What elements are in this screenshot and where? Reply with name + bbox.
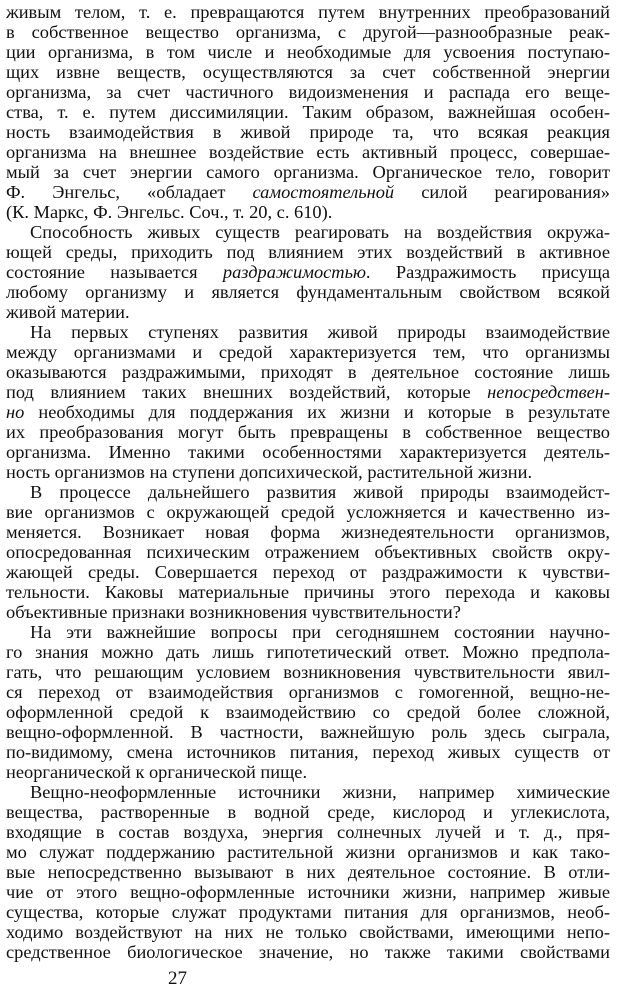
text-line: жающей среды. Совершается переход от раздражимости к чувстви- — [6, 562, 610, 582]
text-line: вещно-оформленной. В частности, важнейшую роль здесь сыграла, — [6, 722, 610, 742]
text-line: В процессе дальнейшего развития живой природы взаимодейст- — [30, 482, 610, 502]
text-line: ходимо воздействуют на них не только свойствами, имеющими непо- — [6, 922, 610, 942]
text-line: (К. Маркс, Ф. Энгельс. Соч., т. 20, с. 610). — [6, 202, 333, 222]
text-line: Ф. Энгельс, «обладает самостоятельной силой реагирования» — [6, 182, 610, 202]
text-line: гать, что решающим условием возникновения чувствительности явил- — [6, 662, 610, 682]
text-line: ся переход от взаимодействия организмов с гомогенной, вещно-не- — [6, 682, 610, 702]
text-line: неорганической к органической пище. — [6, 762, 308, 782]
text-line: вые непосредственно вызывают в них деятельное состояние. В отли- — [6, 862, 610, 882]
emphasized-word: раздражимостью — [222, 262, 366, 282]
text-line: ющей среды, приходить под влиянием этих воздействий в активное — [6, 242, 610, 262]
text-line: Способность живых существ реагировать на воздействия окружа- — [30, 222, 610, 242]
text-line: мо служат поддержанию растительной жизни организмов и как тако- — [6, 842, 610, 862]
text-line: ции организма, в том числе и необходимые для усвоения поступаю- — [6, 42, 610, 62]
text-line: организма, за счет частичного видоизменения и распада его веще- — [6, 82, 610, 102]
text-line: щих извне веществ, осуществляются за счет собственной энергии — [6, 62, 610, 82]
text-line: меняется. Возникает новая форма жизнедеятельности организмов, — [6, 522, 610, 542]
text-line: объективные признаки возникновения чувствительности? — [6, 602, 461, 622]
text-line: чие от этого вещно-оформленные источники жизни, например живые — [6, 882, 610, 902]
text-line: состояние называется раздражимостью. Раздражимость присуща — [6, 262, 610, 282]
text-line: тельности. Каковы материальные причины этого перехода и каковы — [6, 582, 610, 602]
text-line: го знания можно дать лишь гипотетический ответ. Можно предпола- — [6, 642, 610, 662]
text-line: существа, которые служат продуктами питания для организмов, необ- — [6, 902, 610, 922]
text-line: по-видимому, смена источников питания, переход живых существ от — [6, 742, 610, 762]
text-line: вие организмов с окружающей средой усложняется и качественно из- — [6, 502, 610, 522]
text-line: Вещно-неоформленные источники жизни, например химические — [30, 782, 610, 802]
text-line: На эти важнейшие вопросы при сегодняшнем состоянии научно- — [30, 622, 610, 642]
text-line: организма. Именно такими особенностями характеризуется деятель- — [6, 442, 610, 462]
text-line: между организмами и средой характеризуется тем, что организмы — [6, 342, 610, 362]
text-line: живой материи. — [6, 302, 130, 322]
text-line: в собственное вещество организма, с другой—разнообразные реак- — [6, 22, 610, 42]
text-line: входящие в состав воздуха, энергия солнечных лучей и т. д., пря- — [6, 822, 610, 842]
text-line: ность взаимодействия в живой природе та, что всякая реакция — [6, 122, 610, 142]
text-line: организма на внешнее воздействие есть активный процесс, совершае- — [6, 142, 610, 162]
text-line: вещества, растворенные в водной среде, кислород и углекислота, — [6, 802, 610, 822]
text-line: любому организму и является фундаментальным свойством всякой — [6, 282, 610, 302]
text-line: их преобразования могут быть превращены в собственное вещество — [6, 422, 610, 442]
emphasized-word: но — [6, 402, 25, 422]
text-line: ства, т. е. путем диссимиляции. Таким образом, важнейшая особен- — [6, 102, 610, 122]
text-line: под влиянием таких внешних воздействий, которые непосредствен- — [6, 382, 610, 402]
text-line: опосредованная психическим отражением объективных свойств окру- — [6, 542, 610, 562]
text-line: мый за счет энергии самого организма. Органическое тело, говорит — [6, 162, 610, 182]
text-line: живым телом, т. е. превращаются путем внутренних преобразований — [6, 2, 610, 22]
text-line: средственное биологическое значение, но также такими свойствами — [6, 942, 610, 962]
text-line: ность организмов на ступени допсихической, растительной жизни. — [6, 462, 533, 482]
page-number: 27 — [168, 968, 187, 989]
text-line: оказываются раздражимыми, приходят в деятельное состояние лишь — [6, 362, 610, 382]
text-line: оформленной средой к взаимодействию со средой более сложной, — [6, 702, 610, 722]
emphasized-word: самостоятельной — [252, 182, 395, 202]
text-line: На первых ступенях развития живой природы взаимодействие — [30, 322, 610, 342]
text-line: но необходимы для поддержания их жизни и которые в результате — [6, 402, 610, 422]
emphasized-word: непосредствен- — [487, 382, 610, 402]
